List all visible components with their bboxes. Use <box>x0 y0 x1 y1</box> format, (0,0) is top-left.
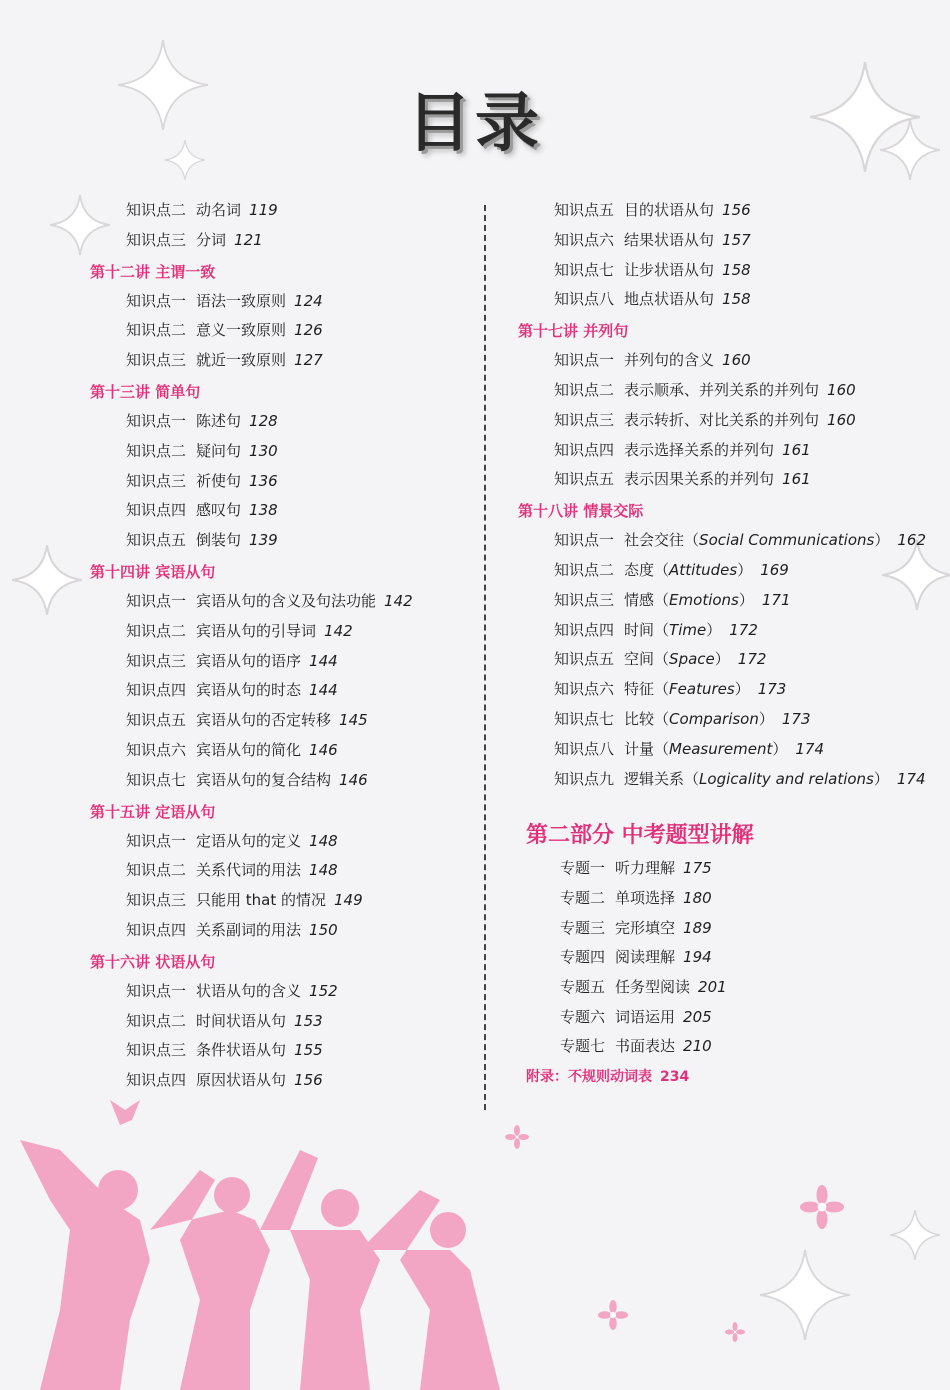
knowledge-point-label: 知识点一 <box>126 981 187 1000</box>
entry-english-title: Comparison <box>669 709 759 728</box>
toc-entry[interactable] <box>90 1036 470 1066</box>
page-number: 171 <box>761 590 791 609</box>
entry-title: 特征 <box>624 680 655 699</box>
knowledge-point-label: 知识点三 <box>126 891 187 910</box>
page-number: 127 <box>294 351 323 370</box>
entry-title: 结果状语从句 <box>624 230 715 249</box>
page-number: 124 <box>294 291 323 310</box>
page-number: 162 <box>897 531 926 550</box>
toc-entry[interactable] <box>90 196 470 226</box>
entry-title: 原因状语从句 <box>196 1071 287 1090</box>
page-number: 169 <box>760 560 789 579</box>
toc-entry[interactable] <box>90 977 470 1007</box>
toc-entry[interactable] <box>518 556 938 586</box>
page-number: 136 <box>249 471 278 490</box>
page-number: 126 <box>294 321 323 340</box>
toc-entry[interactable] <box>90 437 470 467</box>
appendix-entry[interactable] <box>518 1062 938 1092</box>
knowledge-point-label: 知识点五 <box>126 711 187 730</box>
entry-english-title: Time <box>669 620 707 639</box>
toc-entry[interactable] <box>518 705 938 735</box>
page-number: 156 <box>294 1071 323 1090</box>
page-number: 139 <box>249 531 278 550</box>
toc-entry[interactable] <box>90 647 470 677</box>
toc-right-column <box>518 196 938 1092</box>
page-number: 146 <box>309 740 338 759</box>
entry-title: 逻辑关系 <box>624 769 685 788</box>
knowledge-point-label: 知识点四 <box>126 920 187 939</box>
toc-entry[interactable] <box>518 256 938 286</box>
paren-close: ） <box>772 739 788 758</box>
entry-title: 比较 <box>624 709 655 728</box>
knowledge-point-label: 知识点三 <box>554 410 615 429</box>
toc-entry[interactable] <box>90 706 470 736</box>
knowledge-point-label: 知识点四 <box>126 501 187 520</box>
page-number: 173 <box>781 709 811 728</box>
toc-entry[interactable] <box>518 735 938 765</box>
entry-title: 宾语从句的时态 <box>196 681 302 700</box>
paren-open: （ <box>684 531 700 550</box>
entry-title: 表示选择关系的并列句 <box>624 440 775 459</box>
page-number: 148 <box>309 831 338 850</box>
knowledge-point-label: 知识点六 <box>554 680 615 699</box>
page-number: 180 <box>683 889 712 908</box>
paren-close: ） <box>706 620 722 639</box>
entry-title: 情感 <box>624 590 655 609</box>
knowledge-point-label: 知识点三 <box>126 1041 187 1060</box>
toc-entry[interactable] <box>90 467 470 497</box>
paren-close: ） <box>873 769 889 788</box>
entry-title: 状语从句的含义 <box>196 981 302 1000</box>
knowledge-point-label: 知识点九 <box>554 769 615 788</box>
page-number: 174 <box>896 769 926 788</box>
toc-entry[interactable] <box>518 285 938 315</box>
flower-icon <box>800 1185 844 1229</box>
knowledge-point-label: 知识点七 <box>554 260 615 279</box>
entry-title: 条件状语从句 <box>196 1041 287 1060</box>
entry-title: 语法一致原则 <box>196 291 287 310</box>
page-number: 189 <box>683 918 712 937</box>
entry-title: 计量 <box>624 739 655 758</box>
entry-title: 宾语从句的简化 <box>196 740 302 759</box>
topic-title: 单项选择 <box>615 889 676 908</box>
paren-close: ） <box>734 680 750 699</box>
sparkle-icon <box>760 1250 850 1340</box>
page-number: 194 <box>683 948 712 967</box>
toc-entry[interactable] <box>90 1066 470 1096</box>
entry-title: 让步状语从句 <box>624 260 715 279</box>
lecture-heading[interactable]: 第十八讲 情景交际 <box>518 502 644 521</box>
toc-entry[interactable] <box>90 346 470 376</box>
lecture-heading[interactable]: 第十六讲 状语从句 <box>90 952 216 971</box>
column-divider <box>484 205 486 1110</box>
paren-open: （ <box>654 560 670 579</box>
page-number: 158 <box>722 260 751 279</box>
page-number: 173 <box>757 680 787 699</box>
page-number: 142 <box>324 621 353 640</box>
toc-entry[interactable] <box>90 676 470 706</box>
toc-entry[interactable] <box>518 765 938 795</box>
toc-entry[interactable] <box>518 196 938 226</box>
toc-entry[interactable] <box>518 406 938 436</box>
knowledge-point-label: 知识点八 <box>554 739 615 758</box>
sparkle-icon <box>890 1210 940 1260</box>
entry-title: 关系副词的用法 <box>196 920 302 939</box>
topic-title: 词语运用 <box>615 1007 676 1026</box>
knowledge-point-label: 知识点二 <box>126 1011 187 1030</box>
knowledge-point-label: 知识点一 <box>126 411 187 430</box>
knowledge-point-label: 知识点二 <box>554 560 615 579</box>
toc-entry[interactable] <box>90 736 470 766</box>
paren-close: ） <box>737 560 753 579</box>
toc-entry[interactable] <box>90 587 470 617</box>
knowledge-point-label: 知识点一 <box>126 291 187 310</box>
entry-title: 并列句的含义 <box>624 351 715 370</box>
page-number: 172 <box>729 620 758 639</box>
knowledge-point-label: 知识点一 <box>554 351 615 370</box>
lecture-heading[interactable]: 第十五讲 定语从句 <box>90 802 216 821</box>
knowledge-point-label: 知识点一 <box>126 831 187 850</box>
toc-entry[interactable] <box>90 496 470 526</box>
entry-english-title: Features <box>669 680 735 699</box>
paren-close: ） <box>874 531 890 550</box>
knowledge-point-label: 知识点四 <box>554 440 615 459</box>
page-number: 175 <box>683 859 712 878</box>
page-number: 172 <box>737 650 767 669</box>
knowledge-point-label: 知识点三 <box>126 230 187 249</box>
entry-title: 就近一致原则 <box>196 351 287 370</box>
page-title: 目录 <box>407 87 543 161</box>
toc-entry[interactable] <box>518 675 938 705</box>
paren-open: （ <box>654 709 670 728</box>
page-number: 156 <box>722 201 751 219</box>
knowledge-point-label: 知识点三 <box>126 351 187 370</box>
page-number: 174 <box>795 739 825 758</box>
page-number: 152 <box>309 981 338 1000</box>
lecture-heading[interactable]: 第十四讲 宾语从句 <box>90 562 216 581</box>
page-number: 205 <box>683 1007 712 1026</box>
entry-title: 动名词 <box>196 201 242 219</box>
toc-entry[interactable] <box>90 766 470 796</box>
toc-entry[interactable] <box>90 617 470 647</box>
toc-entry[interactable] <box>518 376 938 406</box>
toc-entry[interactable] <box>518 616 938 646</box>
page-number: 157 <box>722 230 751 249</box>
entry-english-title: Social Communications <box>699 531 875 550</box>
paren-open: （ <box>654 590 670 609</box>
page-number: 128 <box>249 411 278 430</box>
toc-entry[interactable] <box>90 827 470 857</box>
toc-entry[interactable] <box>518 526 938 556</box>
knowledge-point-label: 知识点三 <box>126 471 187 490</box>
topic-label: 专题六 <box>560 1007 606 1026</box>
entry-title: 表示因果关系的并列句 <box>624 470 775 489</box>
entry-title: 社会交往 <box>624 531 685 550</box>
toc-entry[interactable] <box>90 226 470 256</box>
knowledge-point-label: 知识点五 <box>554 650 615 669</box>
page-number: 160 <box>827 410 856 429</box>
page-number: 121 <box>234 230 263 249</box>
page-number: 119 <box>249 201 278 219</box>
entry-title: 宾语从句的含义及句法功能 <box>196 591 377 610</box>
page-number: 149 <box>334 891 363 910</box>
entry-title: 目的状语从句 <box>624 201 715 219</box>
topic-entry[interactable] <box>518 854 938 884</box>
toc-left-column <box>90 196 470 1096</box>
knowledge-point-label: 知识点四 <box>126 681 187 700</box>
knowledge-point-label: 知识点二 <box>126 201 187 219</box>
knowledge-point-label: 知识点七 <box>554 709 615 728</box>
page-number: 234 <box>660 1069 690 1086</box>
paren-close: ） <box>738 590 754 609</box>
page-number: 130 <box>249 441 278 460</box>
topic-label: 专题五 <box>560 978 606 997</box>
topic-entry[interactable] <box>518 1032 938 1062</box>
paren-open: （ <box>654 739 670 758</box>
knowledge-point-label: 知识点五 <box>126 531 187 550</box>
topic-label: 专题七 <box>560 1037 606 1056</box>
entry-title: 宾语从句的复合结构 <box>196 770 332 789</box>
topic-entry[interactable] <box>518 973 938 1003</box>
toc-entry[interactable] <box>90 916 470 946</box>
paren-open: （ <box>684 769 700 788</box>
page-number: 161 <box>782 470 811 489</box>
toc-entry[interactable] <box>518 226 938 256</box>
topic-title: 完形填空 <box>615 918 676 937</box>
page-number: 144 <box>309 681 338 700</box>
topic-label: 专题二 <box>560 889 606 908</box>
page-number: 146 <box>339 770 368 789</box>
knowledge-point-label: 知识点八 <box>554 290 615 309</box>
entry-title: 表示顺承、并列关系的并列句 <box>624 380 820 399</box>
part-two-heading[interactable]: 第二部分 中考题型讲解 <box>526 823 754 849</box>
entry-title: 宾语从句的语序 <box>196 651 302 670</box>
paren-close: ） <box>758 709 774 728</box>
entry-title: 表示转折、对比关系的并列句 <box>624 410 820 429</box>
knowledge-point-label: 知识点四 <box>554 620 615 639</box>
topic-entry[interactable] <box>518 1003 938 1033</box>
entry-title: 态度 <box>624 560 655 579</box>
entry-title: 意义一致原则 <box>196 321 287 340</box>
knowledge-point-label: 知识点五 <box>554 470 615 489</box>
paren-open: （ <box>654 620 670 639</box>
entry-english-title: Emotions <box>669 590 739 609</box>
toc-entry[interactable] <box>90 526 470 556</box>
entry-title: 关系代词的用法 <box>196 861 302 880</box>
flower-icon <box>725 1322 745 1342</box>
toc-entry[interactable] <box>90 407 470 437</box>
page-number: 145 <box>339 711 368 730</box>
entry-english-title: Attitudes <box>669 560 738 579</box>
lecture-heading[interactable]: 第十二讲 主谓一致 <box>90 262 216 281</box>
toc-entry[interactable] <box>90 287 470 317</box>
page-number: 144 <box>309 651 338 670</box>
topic-title: 书面表达 <box>615 1037 676 1056</box>
knowledge-point-label: 知识点二 <box>126 441 187 460</box>
knowledge-point-label: 知识点五 <box>554 201 615 219</box>
entry-title: 感叹句 <box>196 501 242 520</box>
toc-entry[interactable] <box>90 886 470 916</box>
page-number: 160 <box>722 351 751 370</box>
page-number: 155 <box>294 1041 323 1060</box>
topic-label: 专题三 <box>560 918 606 937</box>
topic-title: 听力理解 <box>615 859 676 878</box>
toc-entry[interactable] <box>518 346 938 376</box>
entry-title: 只能用 that 的情况 <box>196 891 327 910</box>
people-silhouette-illustration <box>0 1080 520 1390</box>
toc-entry[interactable] <box>90 856 470 886</box>
entry-title: 宾语从句的否定转移 <box>196 711 332 730</box>
paren-open: （ <box>654 680 670 699</box>
knowledge-point-label: 知识点三 <box>126 651 187 670</box>
page-number: 153 <box>294 1011 323 1030</box>
entry-title: 倒装句 <box>196 531 242 550</box>
lecture-heading[interactable]: 第十七讲 并列句 <box>518 322 629 341</box>
entry-title: 疑问句 <box>196 441 242 460</box>
flower-icon <box>598 1300 628 1330</box>
knowledge-point-label: 知识点二 <box>126 321 187 340</box>
page-number: 158 <box>722 290 751 309</box>
page-number: 150 <box>309 920 338 939</box>
entry-english-title: Space <box>669 650 715 669</box>
knowledge-point-label: 知识点二 <box>554 380 615 399</box>
entry-english-title: Logicality and relations <box>699 769 874 788</box>
entry-english-title: Measurement <box>669 739 773 758</box>
entry-title: 时间 <box>624 620 655 639</box>
toc-entry[interactable] <box>518 436 938 466</box>
page-number: 161 <box>782 440 811 459</box>
entry-title: 时间状语从句 <box>196 1011 287 1030</box>
page-number: 210 <box>683 1037 712 1056</box>
knowledge-point-label: 知识点七 <box>126 770 187 789</box>
knowledge-point-label: 知识点六 <box>554 230 615 249</box>
knowledge-point-label: 知识点四 <box>126 1071 187 1090</box>
page-number: 138 <box>249 501 278 520</box>
entry-title: 祈使句 <box>196 471 242 490</box>
entry-title: 定语从句的定义 <box>196 831 302 850</box>
toc-entry[interactable] <box>90 316 470 346</box>
knowledge-point-label: 知识点六 <box>126 740 187 759</box>
page-number: 160 <box>827 380 856 399</box>
toc-entry[interactable] <box>518 645 938 675</box>
topic-entry[interactable] <box>518 943 938 973</box>
topic-label: 专题一 <box>560 859 606 878</box>
toc-entry[interactable] <box>518 586 938 616</box>
topic-entry[interactable] <box>518 884 938 914</box>
page-number: 148 <box>309 861 338 880</box>
entry-title: 分词 <box>196 230 227 249</box>
paren-close: ） <box>714 650 730 669</box>
topic-title: 任务型阅读 <box>615 978 691 997</box>
knowledge-point-label: 知识点一 <box>126 591 187 610</box>
entry-title: 空间 <box>624 650 655 669</box>
topic-title: 阅读理解 <box>615 948 676 967</box>
page-number: 142 <box>384 591 413 610</box>
knowledge-point-label: 知识点三 <box>554 590 615 609</box>
knowledge-point-label: 知识点二 <box>126 861 187 880</box>
sparkle-icon <box>12 545 82 615</box>
appendix-label: 附录：不规则动词表 <box>526 1069 652 1086</box>
toc-entry[interactable] <box>90 1007 470 1037</box>
entry-title: 陈述句 <box>196 411 242 430</box>
knowledge-point-label: 知识点二 <box>126 621 187 640</box>
page-number: 201 <box>698 978 727 997</box>
paren-open: （ <box>654 650 670 669</box>
knowledge-point-label: 知识点一 <box>554 531 615 550</box>
lecture-heading[interactable]: 第十三讲 简单句 <box>90 382 201 401</box>
topic-label: 专题四 <box>560 948 606 967</box>
toc-entry[interactable] <box>518 465 938 495</box>
entry-title: 宾语从句的引导词 <box>196 621 317 640</box>
entry-title: 地点状语从句 <box>624 290 715 309</box>
topic-entry[interactable] <box>518 914 938 944</box>
